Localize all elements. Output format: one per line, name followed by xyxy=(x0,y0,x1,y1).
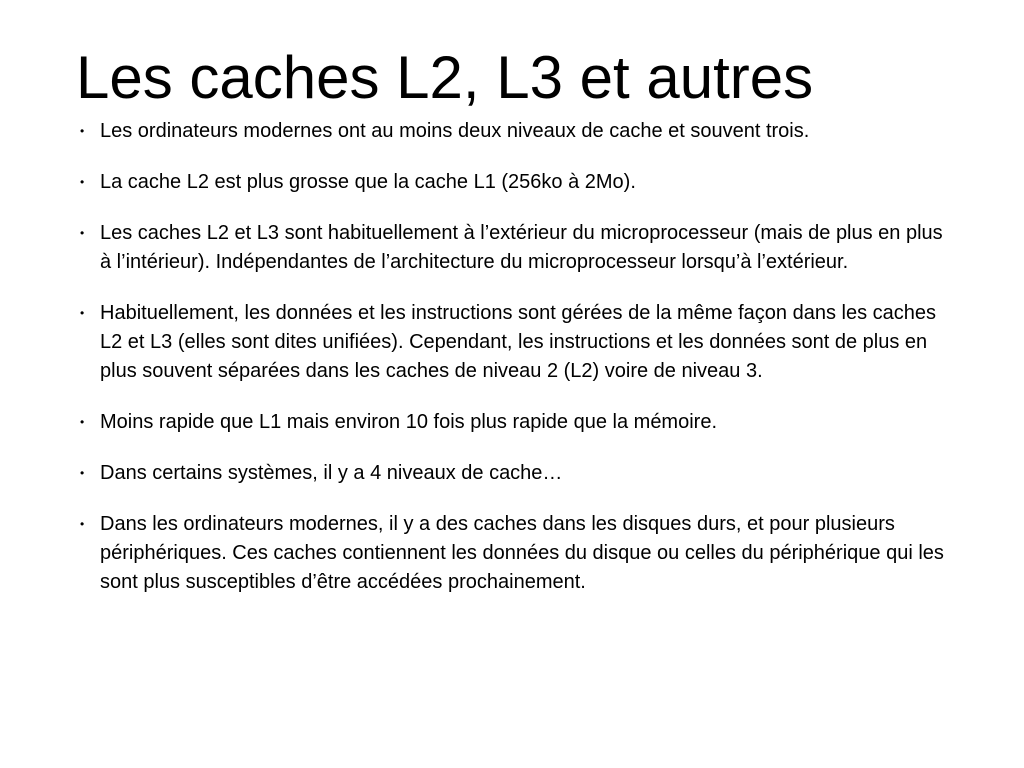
bullet-dot-icon: • xyxy=(80,226,85,240)
bullet-item-4 xyxy=(80,299,950,386)
bullet-text: Les ordinateurs modernes ont au moins deux niveaux de cache et souvent trois. xyxy=(100,120,810,142)
bullet-item-6 xyxy=(80,459,950,488)
bullet-list xyxy=(80,117,950,619)
slide-title: Les caches L2, L3 et autres xyxy=(76,44,814,111)
bullet-text: La cache L2 est plus grosse que la cache L1 (256ko à 2Mo). xyxy=(100,171,636,193)
bullet-item-2 xyxy=(80,168,950,197)
bullet-item-3 xyxy=(80,219,950,277)
bullet-item-1 xyxy=(80,117,950,146)
bullet-dot-icon: • xyxy=(80,415,85,429)
bullet-item-5 xyxy=(80,408,950,437)
bullet-text: Habituellement, les données et les instructions sont gérées de la même façon dans les caches L2 et L3 (elles sont dites unifiées). Cependant, les instructions et les données sont de plus en plus souvent séparées dans les caches de niveau 2 (L2) voire de niveau 3. xyxy=(100,302,937,382)
bullet-dot-icon: • xyxy=(80,306,85,320)
bullet-text: Moins rapide que L1 mais environ 10 fois plus rapide que la mémoire. xyxy=(100,411,718,433)
bullet-text: Dans certains systèmes, il y a 4 niveaux de cache… xyxy=(100,462,563,484)
bullet-text: Dans les ordinateurs modernes, il y a des caches dans les disques durs, et pour plusieurs périphériques. Ces caches contiennent les données du disque ou celles du périphérique qui les sont plus susceptibles d’être accédées prochainement. xyxy=(100,513,944,593)
bullet-item-7 xyxy=(80,510,950,597)
bullet-text: Les caches L2 et L3 sont habituellement à l’extérieur du microprocesseur (mais de plus en plus à l’intérieur). Indépendantes de l’architecture du microprocesseur lorsqu’à l’extérieur. xyxy=(100,222,943,273)
bullet-dot-icon: • xyxy=(80,517,85,531)
bullet-dot-icon: • xyxy=(80,124,85,138)
bullet-dot-icon: • xyxy=(80,175,85,189)
bullet-dot-icon: • xyxy=(80,466,85,480)
